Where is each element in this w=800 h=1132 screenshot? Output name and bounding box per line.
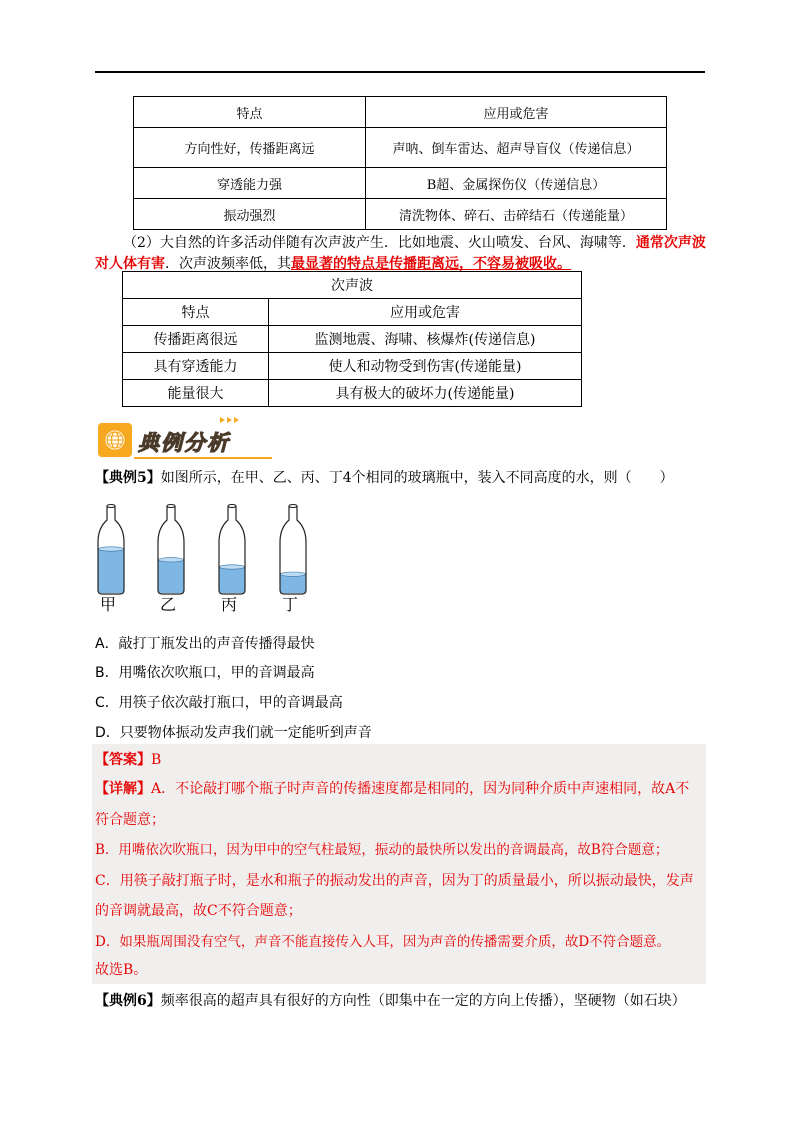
option-d: D．只要物体振动发声我们就一定能听到声音 xyxy=(95,725,372,741)
bottles-drawing xyxy=(90,500,320,595)
banner-title: 典例分析 xyxy=(138,431,230,455)
detail-line: B．用嘴依次吹瓶口，因为甲中的空气柱最短，振动的最快所以发出的音调最高，故B符合题意； xyxy=(95,842,669,858)
infrasound-table xyxy=(122,271,582,407)
example5-question: 【典例5】如图所示，在甲、乙、丙、丁4个相同的玻璃瓶中，装入不同高度的水，则（ ） xyxy=(95,470,674,486)
table-cell: 具有穿透能力 xyxy=(123,353,269,380)
arrow-icon xyxy=(234,417,239,423)
detail-line: 的音调就最高，故C不符合题意； xyxy=(95,903,302,919)
water-fill xyxy=(280,574,305,593)
table-row xyxy=(134,168,667,199)
table-cell: 具有极大的破坏力(传递能量) xyxy=(269,380,582,407)
infrasound-paragraph: （2）大自然的许多活动伴随有次声波产生．比如地震、火山喷发、台风、海啸等．通常次声波对人体有害．次声波频率低，其最显著的特点是传播距离远，不容易被吸收。 xyxy=(95,235,706,272)
water-surface xyxy=(220,565,245,569)
bottle-mouth xyxy=(107,505,115,508)
table-header-row xyxy=(134,97,667,128)
table-cell: 使人和动物受到伤害(传递能量) xyxy=(269,353,582,380)
water-surface xyxy=(159,558,184,562)
table-title-row xyxy=(123,272,582,299)
table-cell: 清洗物体、碎石、击碎结石（传递能量） xyxy=(366,199,667,230)
table-cell: 振动强烈 xyxy=(134,199,366,230)
bottle xyxy=(98,505,124,595)
table-header-cell: 特点 xyxy=(123,299,269,326)
bottle-label: 丙 xyxy=(221,595,238,614)
bottle-mouth xyxy=(167,505,175,508)
option-a: A．敲打丁瓶发出的声音传播得最快 xyxy=(95,636,315,652)
table-row xyxy=(123,380,582,407)
answer-line: 【答案】B xyxy=(95,752,162,768)
table-title: 次声波 xyxy=(123,272,582,299)
table-header-row xyxy=(123,299,582,326)
table-row xyxy=(134,128,667,168)
banner-underline xyxy=(134,457,272,459)
table-cell: 监测地震、海啸、核爆炸(传递信息) xyxy=(269,326,582,353)
option-c: C．用筷子依次敲打瓶口，甲的音调最高 xyxy=(95,695,343,711)
option-b: B．用嘴依次吹瓶口，甲的音调最高 xyxy=(95,665,315,681)
header-rule xyxy=(95,71,705,73)
table-cell: 传播距离很远 xyxy=(123,326,269,353)
water-fill xyxy=(158,560,183,593)
table-cell: B超、金属探伤仪（传递信息） xyxy=(366,168,667,199)
table-cell: 方向性好，传播距离远 xyxy=(134,128,366,168)
highlight-text: 通常次声波对人体有害 xyxy=(95,235,706,272)
bottle xyxy=(219,505,245,595)
example6-question: 【典例6】频率很高的超声具有很好的方向性（即集中在一定的方向上传播），坚硬物（如石块） xyxy=(95,993,686,1009)
bottle-label: 乙 xyxy=(160,595,177,614)
table-row xyxy=(123,353,582,380)
table-cell: 声呐、倒车雷达、超声导盲仪（传递信息） xyxy=(366,128,667,168)
arrow-icon xyxy=(227,417,232,423)
table-cell: 穿透能力强 xyxy=(134,168,366,199)
detail-line: 故选B。 xyxy=(95,962,148,978)
water-surface xyxy=(281,572,306,576)
bottle-label: 甲 xyxy=(100,595,117,614)
water-fill xyxy=(219,567,244,593)
detail-line: 符合题意； xyxy=(95,812,165,828)
detail-line: D．如果瓶周围没有空气，声音不能直接传入人耳，因为声音的传播需要介质，故D不符合题意。 xyxy=(95,934,671,950)
highlight-text: 最显著的特点是传播距离远，不容易被吸收。 xyxy=(291,256,571,272)
arrow-icon xyxy=(220,417,225,423)
globe-icon xyxy=(98,423,132,457)
bottle xyxy=(158,505,184,595)
detail-line: 【详解】A．不论敲打哪个瓶子时声音的传播速度都是相同的，因为同种介质中声速相同，故A不 xyxy=(95,781,690,797)
table-row xyxy=(123,326,582,353)
water-fill xyxy=(98,549,123,593)
section-banner xyxy=(98,423,240,459)
table-header-cell: 特点 xyxy=(134,97,366,128)
table-row xyxy=(134,199,667,230)
bottle-mouth xyxy=(289,505,297,508)
detail-line: C．用筷子敲打瓶子时，是水和瓶子的振动发出的声音，因为丁的质量最小，所以振动最快，发声 xyxy=(95,873,694,889)
bottle-label: 丁 xyxy=(282,595,299,614)
table-header-cell: 应用或危害 xyxy=(269,299,582,326)
ultrasound-table xyxy=(133,96,667,230)
water-surface xyxy=(99,547,124,551)
bottle xyxy=(280,505,306,595)
bottles-figure xyxy=(90,500,320,620)
table-cell: 能量很大 xyxy=(123,380,269,407)
table-header-cell: 应用或危害 xyxy=(366,97,667,128)
bottle-mouth xyxy=(228,505,236,508)
